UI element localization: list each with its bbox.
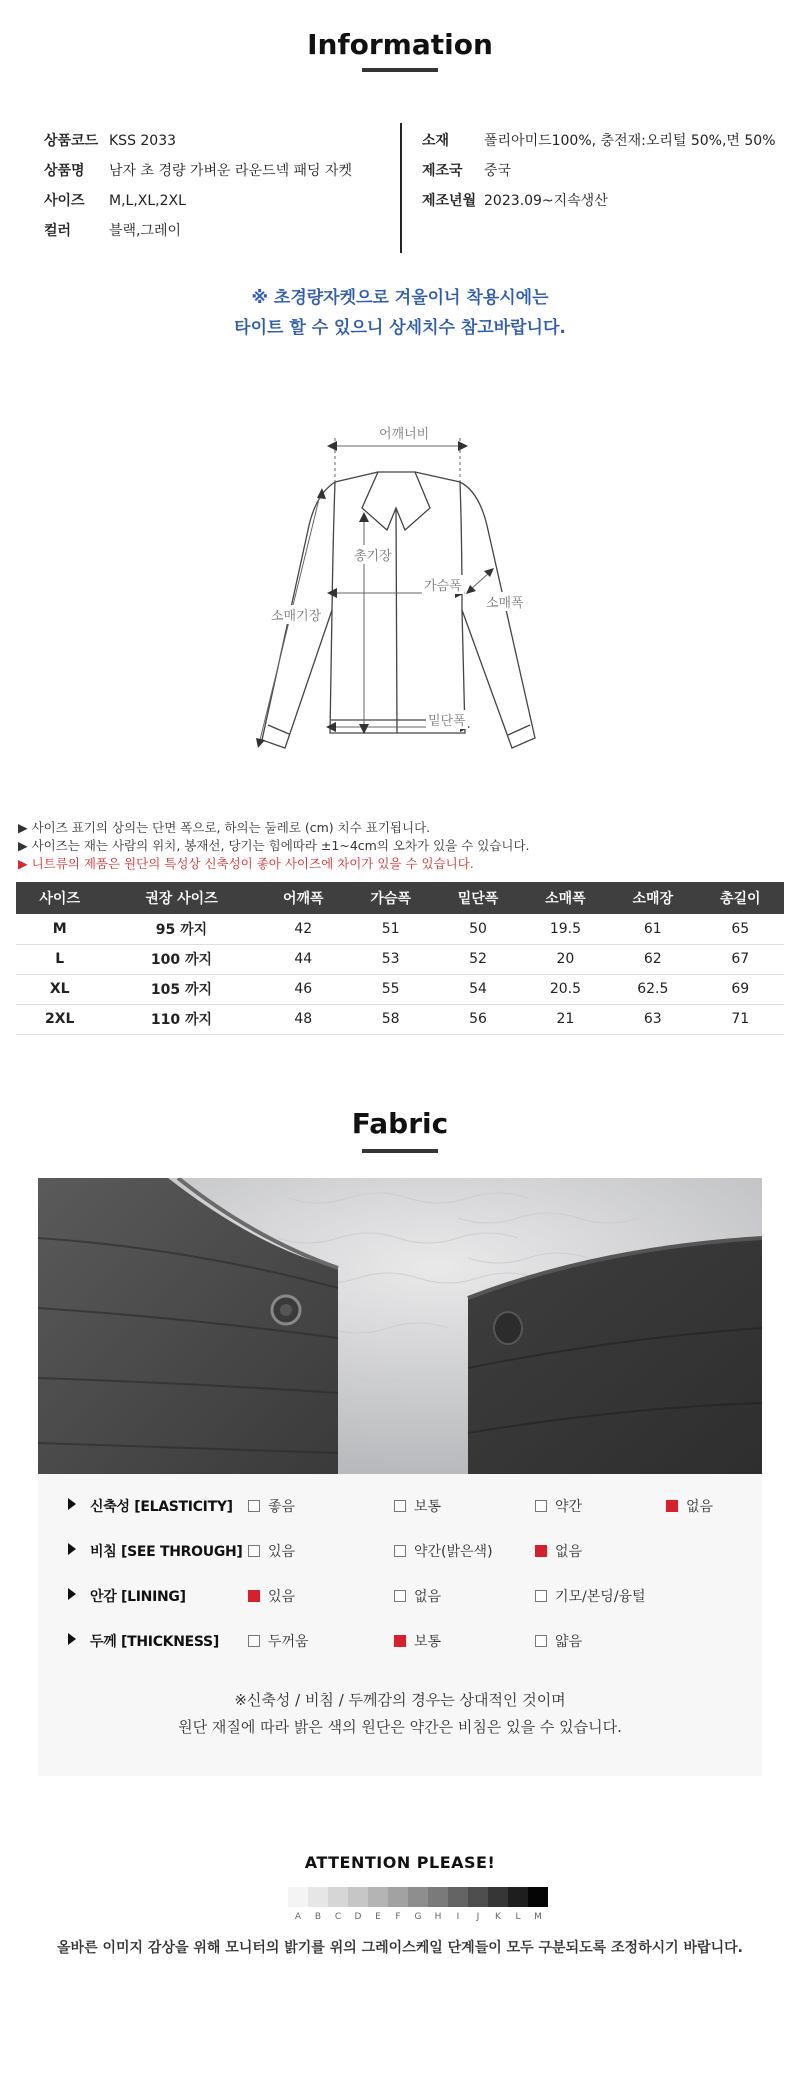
size-note-1: ▶ 사이즈 표기의 상의는 단면 폭으로, 하의는 둘레로 (cm) 치수 표기됩니다. [18,820,431,835]
label-shoulder: 어깨너비 [377,423,431,442]
grayscale-swatch [508,1887,528,1907]
table-cell: 54 [434,974,521,1004]
option-thin [535,1631,582,1651]
grayscale-letter: J [476,1912,480,1922]
size-note-2: ▶ 사이즈는 재는 사람의 위치, 봉재선, 당기는 힘에따라 ±1~4cm의 오차가 있을 수 있습니다. [18,838,530,853]
option-label: 보통 [414,1499,442,1515]
table-cell: 67 [697,944,785,974]
option-slight [535,1496,582,1516]
option-slight-light [394,1541,493,1561]
col-header: 총길이 [697,882,785,914]
table-cell: 62 [609,944,696,974]
table-cell: XL [16,974,103,1004]
grayscale-swatch [448,1887,468,1907]
col-header: 밑단폭 [434,882,521,914]
fabric-row-label: 두께 [THICKNESS] [90,1634,219,1650]
table-cell: 50 [434,914,521,944]
grayscale-swatch [308,1887,328,1907]
checked-checkbox-icon [394,1635,406,1647]
grayscale-swatch [288,1887,308,1907]
grayscale-swatch [388,1887,408,1907]
option-label: 기모/본딩/융털 [555,1589,646,1605]
table-header-row [16,882,784,914]
option-label: 있음 [268,1544,296,1560]
fabric-row-label: 신축성 [ELASTICITY] [90,1499,233,1515]
info-manufacture-date [422,190,608,210]
checkbox-icon [394,1590,406,1602]
option-no [394,1586,441,1606]
attention-title: ATTENTION PLEASE! [304,1853,496,1872]
table-cell: 46 [260,974,347,1004]
grayscale-letter: D [354,1912,362,1922]
option-label: 약간(밝은색) [414,1544,493,1560]
grayscale-letter: L [515,1912,521,1922]
info-key: 제조국 [422,163,463,179]
info-key: 상품코드 [44,133,99,149]
checkbox-icon [248,1635,260,1647]
grayscale-letter: C [334,1912,342,1922]
title-underline [362,68,438,72]
info-material [422,130,776,150]
table-row [16,974,784,1004]
fabric-title: Fabric [351,1107,449,1140]
table-cell: 44 [260,944,347,974]
fabric-row-label: 안감 [LINING] [90,1589,186,1605]
checked-checkbox-icon [535,1545,547,1557]
label-chest: 가슴폭 [422,575,464,594]
option-normal [394,1631,441,1651]
grayscale-letter: G [414,1912,422,1922]
info-value: 2023.09~지속생산 [484,193,608,209]
info-key: 상품명 [44,163,85,179]
triangle-arrow-icon [68,1588,76,1600]
info-value: M,L,XL,2XL [109,193,186,209]
table-cell: 42 [260,914,347,944]
grayscale-letter: A [294,1912,302,1922]
table-cell: 52 [434,944,521,974]
grayscale-swatch [368,1887,388,1907]
label-sleeve-length: 소매기장 [269,605,323,624]
col-header: 사이즈 [16,882,103,914]
checkbox-icon [535,1500,547,1512]
fabric-row-elasticity [38,1494,762,1518]
info-key: 제조년월 [422,193,477,209]
info-key: 소재 [422,133,450,149]
table-cell: 20.5 [522,974,609,1004]
table-cell: 48 [260,1004,347,1034]
fabric-row-thickness [38,1629,762,1653]
table-cell: 20 [522,944,609,974]
notice-line-2: 타이트 할 수 있으니 상세치수 참고바랍니다. [234,318,566,338]
table-cell: 58 [347,1004,434,1034]
triangle-arrow-icon [68,1633,76,1645]
checkbox-icon [248,1545,260,1557]
grayscale-swatch [408,1887,428,1907]
checked-checkbox-icon [248,1590,260,1602]
table-cell: L [16,944,103,974]
table-cell: 63 [609,1004,696,1034]
col-header: 소매장 [609,882,696,914]
table-cell: 19.5 [522,914,609,944]
option-label: 얇음 [555,1634,583,1650]
option-label: 없음 [686,1499,714,1515]
label-hem: 밑단폭 [426,710,468,729]
option-label: 있음 [268,1589,296,1605]
table-cell: 2XL [16,1004,103,1034]
option-good [248,1496,295,1516]
table-cell: 21 [522,1004,609,1034]
info-value: 중국 [484,163,512,179]
info-key: 컬러 [44,223,72,239]
info-country [422,160,511,180]
table-cell: 100 까지 [103,944,259,974]
option-label: 없음 [414,1589,442,1605]
table-cell: 56 [434,1004,521,1034]
grayscale-letter: I [456,1912,460,1922]
title-underline [362,1149,438,1153]
info-color [44,220,181,240]
table-cell: 65 [697,914,785,944]
triangle-arrow-icon [68,1543,76,1555]
information-title: Information [307,28,493,61]
col-header: 가슴폭 [347,882,434,914]
fabric-row-label: 비침 [SEE THROUGH] [90,1544,243,1560]
info-size [44,190,186,210]
table-cell: 110 까지 [103,1004,259,1034]
grayscale-letter: K [495,1912,501,1922]
size-diagram [240,420,570,765]
option-none [535,1541,582,1561]
grayscale-swatch [468,1887,488,1907]
fabric-note-2: 원단 재질에 따라 밝은 색의 원단은 약간은 비침은 있을 수 있습니다. [178,1718,622,1736]
checkbox-icon [394,1500,406,1512]
option-yes [248,1586,295,1606]
table-cell: 71 [697,1004,785,1034]
option-label: 약간 [555,1499,583,1515]
grayscale-letter: H [434,1912,442,1922]
table-row [16,944,784,974]
grayscale-swatch [328,1887,348,1907]
table-cell: 55 [347,974,434,1004]
option-label: 보통 [414,1634,442,1650]
table-cell: 69 [697,974,785,1004]
grayscale-letter: E [375,1912,381,1922]
triangle-arrow-icon [68,1498,76,1510]
info-key: 사이즈 [44,193,85,209]
grayscale-letter: M [534,1912,542,1922]
grayscale-swatch [428,1887,448,1907]
grayscale-letter: B [314,1912,322,1922]
col-header: 소매폭 [522,882,609,914]
option-thick [248,1631,309,1651]
col-header: 권장 사이즈 [103,882,259,914]
grayscale-letter: F [395,1912,401,1922]
table-cell: 62.5 [609,974,696,1004]
checked-checkbox-icon [666,1500,678,1512]
info-value: KSS 2033 [109,133,177,149]
option-fleece [535,1586,646,1606]
size-note-3: ▶ 니트류의 제품은 원단의 특성상 신축성이 좋아 사이즈에 차이가 있을 수 있습니다. [18,856,474,871]
table-row [16,914,784,944]
info-divider [400,123,402,253]
table-cell: 105 까지 [103,974,259,1004]
grayscale-bar [288,1887,548,1907]
label-sleeve-width: 소매폭 [484,592,526,611]
table-row [16,1004,784,1034]
label-total-length: 총기장 [352,545,394,564]
table-cell: 53 [347,944,434,974]
option-label: 두꺼움 [268,1634,309,1650]
fabric-row-lining [38,1584,762,1608]
table-cell: M [16,914,103,944]
option-yes [248,1541,295,1561]
checkbox-icon [248,1500,260,1512]
info-value: 폴리아미드100%, 충전재:오리털 50%,면 50% [484,133,776,149]
option-none [666,1496,713,1516]
checkbox-icon [535,1635,547,1647]
fabric-row-see-through [38,1539,762,1563]
table-cell: 95 까지 [103,914,259,944]
info-value: 남자 초 경량 가벼운 라운드넥 패딩 자켓 [109,163,353,179]
checkbox-icon [394,1545,406,1557]
fabric-properties-panel [38,1474,762,1776]
table-cell: 51 [347,914,434,944]
option-label: 없음 [555,1544,583,1560]
fabric-note-1: ※신축성 / 비침 / 두께감의 경우는 상대적인 것이며 [234,1691,566,1709]
grayscale-swatch [488,1887,508,1907]
grayscale-swatch [348,1887,368,1907]
checkbox-icon [535,1590,547,1602]
col-header: 어깨폭 [260,882,347,914]
notice-line-1: ※ 초경량자켓으로 겨울이너 착용시에는 [251,288,549,308]
grayscale-letters [288,1912,548,1922]
option-label: 좋음 [268,1499,296,1515]
attention-note: 올바른 이미지 감상을 위해 모니터의 밝기를 위의 그레이스케일 단계들이 모두 구분되도록 조정하시기 바랍니다. [57,1940,743,1956]
grayscale-swatch [528,1887,548,1907]
info-value: 블랙,그레이 [109,223,182,239]
fabric-photo [38,1178,762,1474]
info-product-code [44,130,176,150]
option-normal [394,1496,441,1516]
size-table [16,882,784,1035]
table-cell: 61 [609,914,696,944]
info-product-name [44,160,352,180]
